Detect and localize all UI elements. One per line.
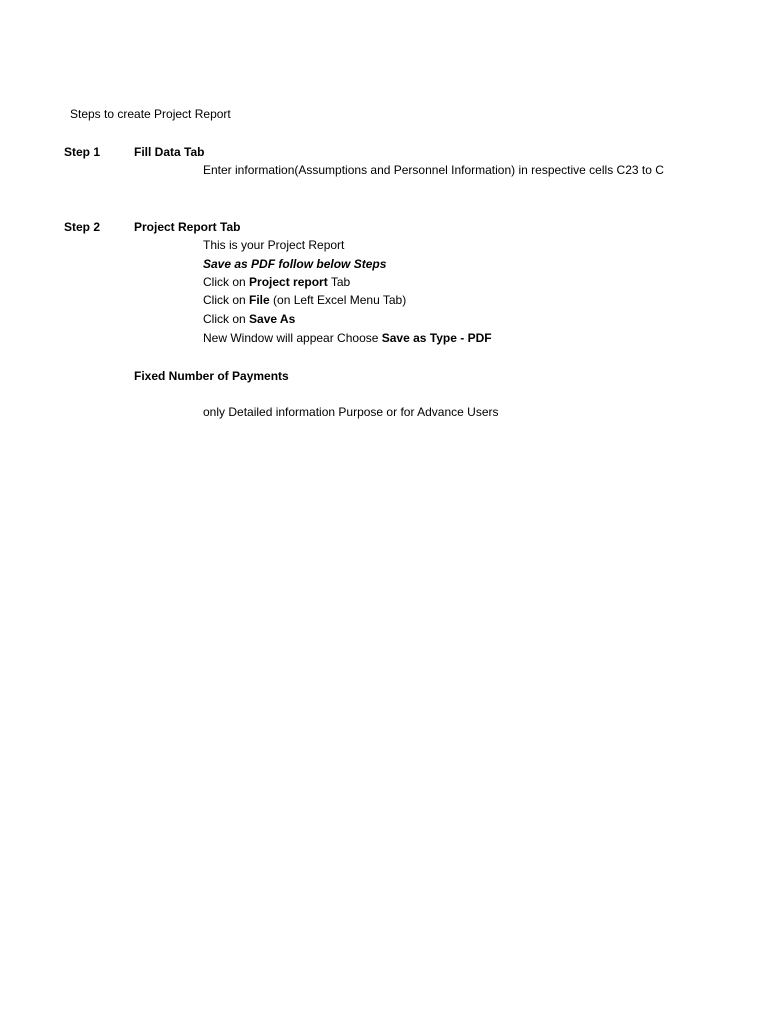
instruction-5-bold: Save As [249, 312, 296, 326]
step2-heading: Project Report Tab [134, 220, 241, 234]
step2-instruction-4 [203, 293, 406, 307]
instruction-5-pre: Click on [203, 312, 250, 326]
instruction-3-post: Tab [327, 275, 351, 289]
step2-instruction-1: This is your Project Report [203, 238, 345, 252]
step2-instruction-3 [203, 275, 350, 289]
step2-instruction-5 [203, 312, 295, 326]
instruction-3-bold: Project report [249, 275, 328, 289]
fixed-payments-note: only Detailed information Purpose or for Advance Users [203, 405, 499, 419]
fixed-payments-heading: Fixed Number of Payments [134, 369, 289, 383]
step1-label: Step 1 [64, 145, 101, 159]
step2-label: Step 2 [64, 220, 101, 234]
instruction-4-post: (on Left Excel Menu Tab) [269, 293, 407, 307]
step2-instruction-6 [203, 331, 492, 345]
step1-heading: Fill Data Tab [134, 145, 205, 159]
step1-instruction: Enter information(Assumptions and Personnel Information) in respective cells C23 to C [203, 163, 664, 177]
step2-instruction-2: Save as PDF follow below Steps [203, 257, 387, 271]
instruction-4-pre: Click on [203, 293, 250, 307]
instruction-6-pre: New Window will appear Choose [203, 331, 382, 345]
instruction-6-bold: Save as Type - PDF [381, 331, 492, 345]
instruction-3-pre: Click on [203, 275, 250, 289]
page-title: Steps to create Project Report [70, 107, 231, 121]
instruction-4-bold: File [249, 293, 270, 307]
